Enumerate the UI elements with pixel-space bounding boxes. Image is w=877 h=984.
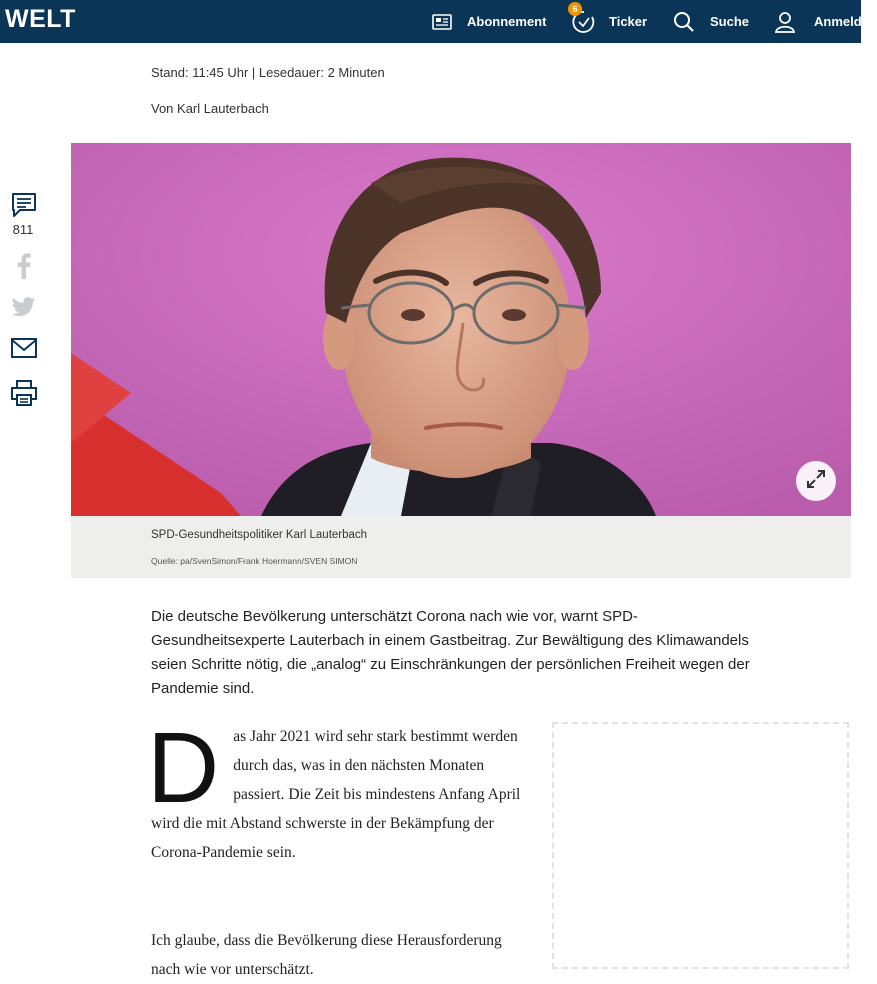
nav-ticker[interactable] — [572, 0, 647, 43]
print-button[interactable] — [10, 380, 38, 410]
user-icon — [775, 11, 795, 33]
article-timestamp: Stand: 11:45 Uhr | Lesedauer: 2 Minuten — [151, 65, 385, 80]
article-paragraph-1 — [147, 712, 521, 867]
article-hero-image[interactable] — [71, 143, 851, 516]
nav-suche[interactable] — [673, 0, 749, 43]
mail-icon — [11, 338, 37, 362]
image-credit: Quelle: pa/SvenSimon/Frank Hoermann/SVEN SIMON — [151, 556, 358, 566]
welt-logo[interactable]: WELT — [5, 5, 76, 33]
expand-icon — [806, 469, 826, 493]
article-lead: Die deutsche Bevölkerung unterschätzt Corona nach wie vor, warnt SPD-Gesundheitsexperte Lauterbach in einem Gastbeitrag. Zur Bewältigung des Klimawandels seien Schritte nötig, die „analog“ zu Einschränkungen der persönlichen Freiheit wegen der Pandemie sind. — [151, 608, 750, 697]
twitter-share-button[interactable] — [10, 297, 38, 321]
nav-anmelden-label: Anmelden — [814, 14, 877, 29]
facebook-icon — [17, 253, 31, 283]
image-caption-box — [71, 516, 851, 578]
article-paragraph-2: Ich glaube, dass die Bevölkerung diese Herausforderung nach wie vor unterschätzt. — [151, 932, 502, 978]
paragraph-1-text: as Jahr 2021 wird sehr stark bestimmt werden durch das, was in den nächsten Monaten passiert. Die Zeit bis mindestens Anfang April wird die mit Abstand schwerste in der Bekämpfung der Corona-Pandemie sein. — [151, 728, 521, 861]
nav-anmelden[interactable] — [775, 0, 877, 43]
newspaper-icon — [432, 14, 452, 30]
search-icon — [673, 11, 695, 33]
mail-share-button[interactable] — [10, 338, 38, 362]
portrait-photo — [71, 143, 851, 516]
comment-icon — [11, 192, 37, 222]
image-expand-button[interactable] — [796, 461, 836, 501]
article-author[interactable]: Von Karl Lauterbach — [151, 101, 269, 116]
print-icon — [11, 380, 37, 410]
twitter-icon — [12, 297, 36, 321]
nav-ticker-label: Ticker — [609, 14, 648, 29]
ad-placeholder — [552, 722, 849, 969]
nav-abonnement-label: Abonnement — [467, 14, 547, 29]
top-navigation-bar — [0, 0, 877, 43]
drop-cap: D — [147, 712, 220, 824]
comment-button[interactable] — [10, 192, 38, 222]
comment-count: 811 — [12, 222, 34, 237]
ticker-count-badge: 6 — [568, 2, 582, 16]
nav-abonnement[interactable] — [432, 0, 546, 43]
image-caption: SPD-Gesundheitspolitiker Karl Lauterbach — [151, 529, 368, 541]
facebook-share-button[interactable] — [10, 253, 38, 283]
nav-suche-label: Suche — [710, 14, 750, 29]
